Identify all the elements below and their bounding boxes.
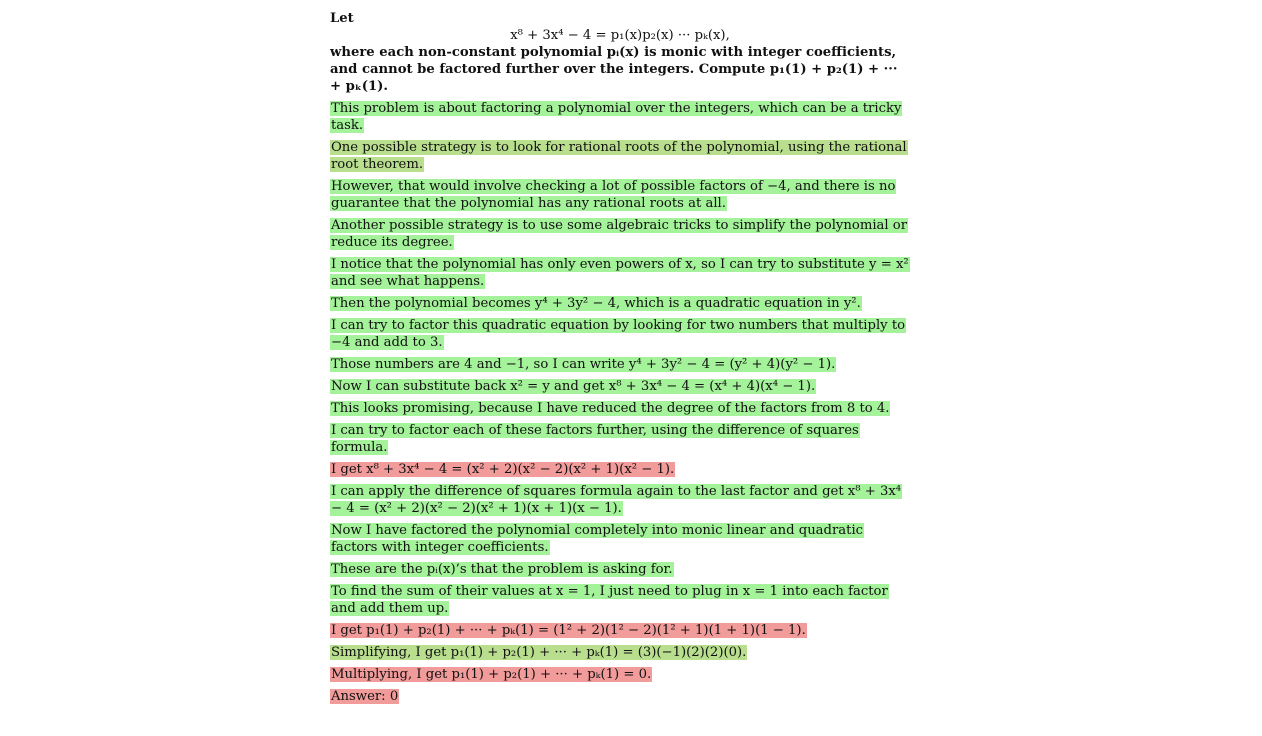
solution-step (330, 622, 910, 639)
step-text: I get x⁸ + 3x⁴ − 4 = (x² + 2)(x² − 2)(x² + 1)(x² − 1). (331, 462, 675, 477)
step-text: I can apply the difference of squares formula again to the last factor and get x⁸ + 3x⁴ − 4 = (x² + 2)(x² − 2)(x² + 1)(x + 1)(x − 1). (331, 484, 902, 516)
step-text: I notice that the polynomial has only even powers of x, so I can try to substitute y = x² and see what happens. (331, 257, 909, 289)
step-text: One possible strategy is to look for rational roots of the polynomial, using the rational root theorem. (331, 140, 907, 172)
step-text: However, that would involve checking a lot of possible factors of −4, and there is no guarantee that the polynomial has any rational roots at all. (331, 179, 896, 211)
solution-step (330, 644, 910, 661)
problem-equation: x⁸ + 3x⁴ − 4 = p₁(x)p₂(x) ··· pₖ(x), (510, 28, 730, 43)
solution-step (330, 139, 910, 173)
step-text: Those numbers are 4 and −1, so I can write y⁴ + 3y² − 4 = (y² + 4)(y² − 1). (331, 357, 836, 372)
step-text: I can try to factor each of these factors further, using the difference of squares formula. (331, 423, 859, 455)
solution-step (330, 378, 910, 395)
step-text: Then the polynomial becomes y⁴ + 3y² − 4, which is a quadratic equation in y². (331, 296, 861, 311)
step-text: These are the pᵢ(x)’s that the problem is asking for. (331, 562, 673, 577)
step-text: To find the sum of their values at x = 1, I just need to plug in x = 1 into each factor and add them up. (331, 584, 888, 616)
solution-step (330, 295, 910, 312)
solution-step (330, 461, 910, 478)
solution-step (330, 422, 910, 456)
step-text: Simplifying, I get p₁(1) + p₂(1) + ··· + pₖ(1) = (3)(−1)(2)(2)(0). (331, 645, 747, 660)
solution-step (330, 256, 910, 290)
solution-step (330, 400, 910, 417)
solution-step (330, 561, 910, 578)
step-text: Multiplying, I get p₁(1) + p₂(1) + ··· + pₖ(1) = 0. (331, 667, 652, 682)
step-text: Now I have factored the polynomial completely into monic linear and quadratic factors with integer coefficients. (331, 523, 864, 555)
solution-step (330, 317, 910, 351)
problem-statement (330, 10, 910, 95)
step-text: I get p₁(1) + p₂(1) + ··· + pₖ(1) = (1² + 2)(1² − 2)(1² + 1)(1 + 1)(1 − 1). (331, 623, 806, 638)
step-text: Now I can substitute back x² = y and get x⁸ + 3x⁴ − 4 = (x⁴ + 4)(x⁴ − 1). (331, 379, 816, 394)
solution-step (330, 483, 910, 517)
solution-step (330, 666, 910, 683)
solution-steps (330, 100, 910, 705)
problem-question: where each non-constant polynomial pᵢ(x) is monic with integer coefficients, and cannot be factored further over the integers. Compute p₁(1) + p₂(1) + ··· + pₖ(1). (330, 45, 898, 94)
step-text: Another possible strategy is to use some algebraic tricks to simplify the polynomial or reduce its degree. (331, 218, 908, 250)
step-text: Answer: 0 (331, 689, 399, 704)
solution-step (330, 178, 910, 212)
solution-step (330, 356, 910, 373)
document-page (330, 10, 910, 710)
step-text: This looks promising, because I have reduced the degree of the factors from 8 to 4. (331, 401, 890, 416)
answer-line (330, 688, 910, 705)
solution-step (330, 522, 910, 556)
step-text: I can try to factor this quadratic equation by looking for two numbers that multiply to −4 and add to 3. (331, 318, 906, 350)
problem-intro: Let (330, 11, 354, 26)
step-text: This problem is about factoring a polynomial over the integers, which can be a tricky task. (331, 101, 902, 133)
solution-step (330, 217, 910, 251)
solution-step (330, 583, 910, 617)
solution-step (330, 100, 910, 134)
